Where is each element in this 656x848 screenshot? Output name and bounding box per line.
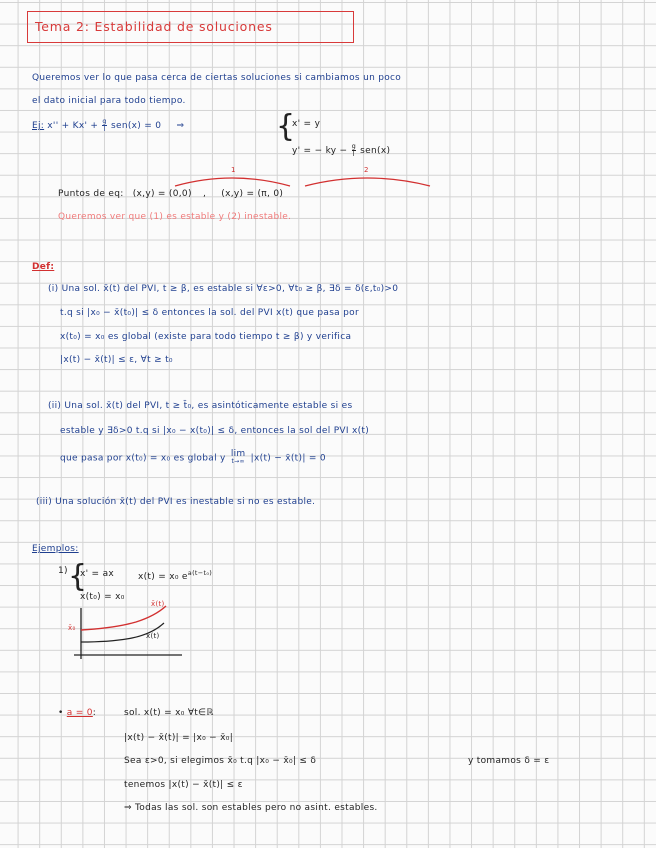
examples-label: Ejemplos: (32, 544, 79, 554)
example-label: Ej: (32, 121, 45, 131)
system-line-1: x' = y (292, 119, 321, 129)
example-1-brace: { (68, 559, 88, 594)
system-brace: { (276, 109, 296, 144)
system-line-2-b: sen(x) (360, 146, 391, 156)
y-axis-label: x̄₀ (68, 624, 76, 632)
def-i-line-1: (i) Una sol. x̄(t) del PVI, t ≥ β, es estable si ∀ε>0, ∀t₀ ≥ β, ∃δ = δ(ε,t₀)>0 (48, 284, 399, 294)
def-ii-line-2: estable y ∃δ>0 t.q si |x₀ − x(t₀)| ≤ δ, entonces la sol del PVI x(t) (60, 426, 370, 436)
intro-line-2: el dato inicial para todo tiempo. (32, 96, 186, 106)
arc-1 (175, 178, 290, 186)
case-line-3a: Sea ε>0, si elegimos x̄₀ t.q |x₀ − x̄₀| ≤ δ (124, 756, 317, 766)
case-a-header: • a = 0: (58, 708, 97, 718)
eq-lhs: x'' + Kx' + (47, 121, 99, 131)
def-iii: (iii) Una solución x̄(t) del PVI es inestable si no es estable. (36, 497, 316, 507)
case-line-5: ⇒ Todas las sol. son estables pero no asint. estables. (124, 803, 378, 813)
limit-sub: t→∞ (231, 458, 245, 465)
def-i-line-3: x(t₀) = x₀ es global (existe para todo tiempo t ≥ β) y verifica (60, 332, 352, 342)
example-1-eq1: x' = ax (80, 569, 115, 579)
case-line-3b: y tomamos δ = ε (468, 756, 550, 766)
equilibria-note: Queremos ver que (1) es estable y (2) inestable. (58, 212, 292, 222)
def-ii-line-1: (ii) Una sol. x̄(t) del PVI, t ≥ t̄₀, es asintóticamente estable si es (48, 401, 353, 411)
example-equation (32, 118, 184, 133)
case-line-4: tenemos |x(t) − x̄(t)| ≤ ε (124, 780, 243, 790)
example-1-number: 1) (58, 566, 68, 576)
solutions-graph (70, 604, 210, 664)
mark-1: 1 (231, 166, 236, 174)
definition-label: Def: (32, 262, 55, 272)
curve-top (81, 606, 166, 630)
limit-label: lim (230, 449, 246, 459)
case-line-2: |x(t) − x̄(t)| = |x₀ − x̄₀| (124, 733, 234, 743)
example-1-solution (138, 569, 212, 582)
case-a-label: a = 0 (66, 708, 93, 718)
frac2-den: l (352, 150, 355, 158)
curve-top-label: x̄(t) (151, 600, 165, 608)
frac-num: g (102, 117, 107, 125)
implies-arrow: ⇒ (176, 121, 185, 131)
equilibria-line: Puntos de eq: (x,y) = (0,0) , (x,y) = (π, 0) (58, 189, 284, 199)
def-i-line-2: t.q si |x₀ − x̄(t₀)| ≤ δ entonces la sol. del PVI x(t) que pasa por (60, 308, 359, 318)
equilibrium-2: (x,y) = (π, 0) (221, 189, 284, 199)
def-i-line-4: |x(t) − x̄(t)| ≤ ε, ∀t ≥ t₀ (60, 355, 173, 365)
mark-2: 2 (364, 166, 369, 174)
equilibria-label: Puntos de eq: (58, 189, 124, 199)
def-ii-line-3-b: |x(t) − x̄(t)| = 0 (250, 453, 326, 464)
frac-den: l (103, 125, 106, 133)
g-over-l-fraction-2 (352, 143, 356, 158)
example-1-eq2: x(t₀) = x₀ (80, 592, 125, 602)
def-ii-line-3 (60, 450, 326, 466)
case-line-1: sol. x(t) = x₀ ∀t∈ℝ (124, 708, 214, 718)
solution-exponent: a(t−t₀) (187, 569, 213, 577)
equilibrium-1: (x,y) = (0,0) (132, 189, 192, 199)
page-title: Tema 2: Estabilidad de soluciones (35, 19, 273, 34)
case-a-colon: : (92, 708, 97, 718)
frac2-num: g (351, 142, 356, 150)
g-over-l-fraction (102, 118, 106, 133)
def-ii-line-3-a: que pasa por x(t₀) = x₀ es global y (60, 453, 226, 464)
system-line-2 (292, 143, 390, 158)
limit (231, 450, 246, 466)
arc-2 (305, 178, 430, 186)
solution-base: x(t) = x₀ e (138, 572, 188, 582)
eq-rhs: sen(x) = 0 (111, 121, 162, 131)
intro-line-1: Queremos ver lo que pasa cerca de ciertas soluciones si cambiamos un poco (32, 73, 402, 83)
system-line-2-a: y' = − ky − (292, 146, 348, 156)
curve-bottom-label: x(t) (146, 632, 160, 640)
